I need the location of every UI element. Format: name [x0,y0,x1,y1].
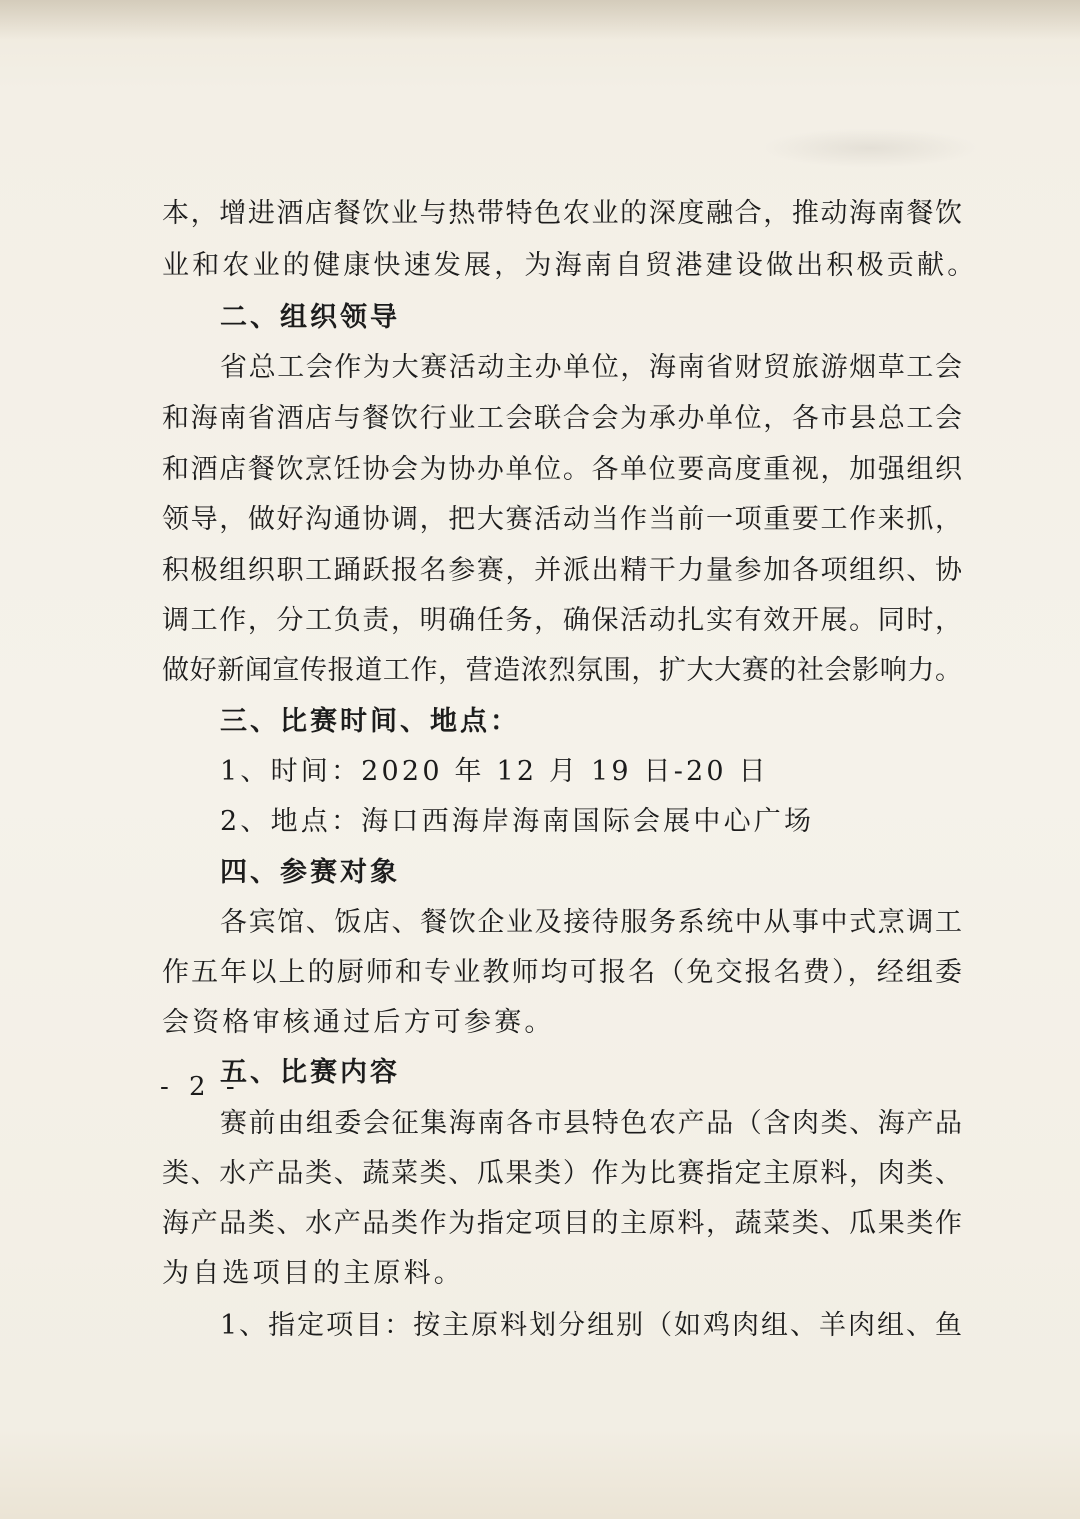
paragraph-line: 类、水产品类、蔬菜类、瓜果类）作为比赛指定主原料，肉类、 [162,1158,962,1189]
section-heading-participants: 四、参赛对象 [220,857,400,888]
paragraph-line: 1、指定项目：按主原料划分组别（如鸡肉组、羊肉组、鱼 [220,1310,962,1341]
paragraph-line: 各宾馆、饭店、餐饮企业及接待服务系统中从事中式烹调工 [220,907,962,938]
paragraph-line: 领导，做好沟通协调，把大赛活动当作当前一项重要工作来抓， [162,504,962,535]
page-number: - 2 - [160,1072,241,1102]
paragraph-line: 为自选项目的主原料。 [162,1258,464,1289]
paragraph-line: 和酒店餐饮烹饪协会为协办单位。各单位要高度重视，加强组织 [162,454,962,485]
paragraph-line: 业和农业的健康快速发展，为海南自贸港建设做出积极贡献。 [162,250,978,281]
paragraph-line: 省总工会作为大赛活动主办单位，海南省财贸旅游烟草工会 [220,352,962,383]
paragraph-line: 海产品类、水产品类作为指定项目的主原料，蔬菜类、瓜果类作 [162,1208,962,1239]
scan-shadow [0,0,1080,40]
paragraph-line: 赛前由组委会征集海南各市县特色农产品（含肉类、海产品 [220,1108,962,1139]
paragraph-line: 积极组织职工踊跃报名参赛，并派出精干力量参加各项组织、协 [162,555,962,586]
section-heading-organization: 二、组织领导 [220,302,400,333]
paragraph-line: 调工作，分工负责，明确任务，确保活动扎实有效开展。同时， [162,605,962,636]
scan-bleed-mark [760,128,980,168]
competition-place: 2、地点：海口西海岸海南国际会展中心广场 [220,806,815,837]
paragraph-line: 作五年以上的厨师和专业教师均可报名（免交报名费），经组委 [162,957,962,988]
paragraph-line: 本，增进酒店餐饮业与热带特色农业的深度融合，推动海南餐饮 [162,198,962,229]
paragraph-line: 做好新闻宣传报道工作，营造浓烈氛围，扩大大赛的社会影响力。 [162,655,962,686]
competition-time: 1、时间：2020 年 12 月 19 日-20 日 [220,756,769,787]
section-heading-time-place: 三、比赛时间、地点： [220,706,520,737]
paragraph-line: 会资格审核通过后方可参赛。 [162,1007,555,1038]
paragraph-line: 和海南省酒店与餐饮行业工会联合会为承办单位，各市县总工会 [162,403,962,434]
section-heading-content: 五、比赛内容 [220,1057,400,1088]
